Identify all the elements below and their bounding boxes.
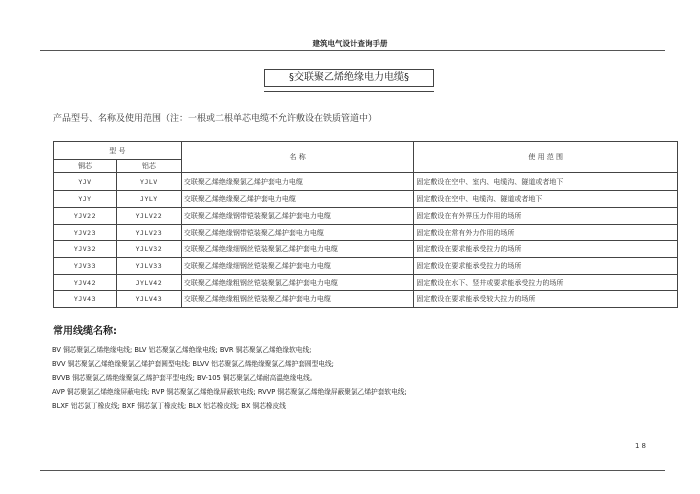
running-header: 建筑电气设计查询手册	[312, 39, 388, 48]
table-row	[54, 173, 678, 191]
aluminum-model-cell: YJLV22	[116, 208, 181, 225]
cable-line: BVV 铜芯聚氯乙烯绝缘聚氯乙烯护套圆型电线; BLVV 铝芯聚氯乙烯绝缘聚氯乙烯护套圆型电线;	[52, 360, 334, 368]
section-title: 常用线缆名称:	[53, 326, 117, 337]
cable-name-cell: 交联聚乙烯绝缘聚乙烯护套电力电缆	[181, 191, 414, 208]
usage-header: 使 用 范 围	[414, 142, 678, 173]
aluminum-model-cell: YJLV	[116, 173, 181, 191]
footer-rule	[40, 470, 665, 471]
cable-name-cell: 交联聚乙烯绝缘细钢丝铠装聚乙烯护套电力电缆	[181, 258, 414, 275]
aluminum-model-cell: JYLV42	[116, 275, 181, 291]
page-number: 18	[635, 442, 648, 450]
aluminum-model-cell: JYLY	[116, 191, 181, 208]
cable-name-cell: 交联聚乙烯绝缘粗钢丝铠装聚氯乙烯护套电力电缆	[181, 275, 414, 291]
cable-line: BVVB 铜芯聚氯乙烯绝缘聚氯乙烯护套平型电线; BV-105 铜芯聚氯乙烯耐高温绝缘电线。	[52, 374, 317, 382]
aluminum-model-cell: YJLV33	[116, 258, 181, 275]
usage-cell: 固定敷设在有外界压力作用的场所	[414, 208, 678, 225]
cable-name-cell: 交联聚乙烯绝缘细钢丝铠装聚氯乙烯护套电力电缆	[181, 241, 414, 258]
cable-name-cell: 交联聚乙烯绝缘钢带铠装聚乙烯护套电力电缆	[181, 225, 414, 241]
table-row	[54, 258, 678, 275]
copper-model-cell: YJV22	[54, 208, 117, 225]
title-underline	[264, 91, 434, 92]
table-row	[54, 225, 678, 241]
usage-cell: 固定敷设在常有外力作用的场所	[414, 225, 678, 241]
aluminum-header: 铝芯	[116, 160, 181, 173]
cable-name-cell: 交联聚乙烯绝缘聚氯乙烯护套电力电缆	[181, 173, 414, 191]
cable-name-cell: 交联聚乙烯绝缘粗钢丝铠装聚乙烯护套电力电缆	[181, 291, 414, 308]
cable-name-cell: 交联聚乙烯绝缘钢带铠装聚氯乙烯护套电力电缆	[181, 208, 414, 225]
copper-model-cell: YJV23	[54, 225, 117, 241]
usage-cell: 固定敷设在要求能承受拉力的场所	[414, 241, 678, 258]
page-title: §交联聚乙烯绝缘电力电缆§	[264, 69, 434, 87]
copper-model-cell: YJV43	[54, 291, 117, 308]
cable-spec-table	[53, 141, 678, 308]
aluminum-model-cell: YJLV32	[116, 241, 181, 258]
subtitle: 产品型号、名称及使用范围（注：一根或二根单芯电缆不允许敷设在铁质管道中）	[53, 114, 378, 124]
usage-cell: 固定敷设在空中、电缆沟、隧道或者地下	[414, 191, 678, 208]
copper-model-cell: YJV33	[54, 258, 117, 275]
copper-model-cell: YJY	[54, 191, 117, 208]
table-row	[54, 241, 678, 258]
aluminum-model-cell: YJLV43	[116, 291, 181, 308]
usage-cell: 固定敷设在要求能承受拉力的场所	[414, 258, 678, 275]
copper-model-cell: YJV	[54, 173, 117, 191]
table-row	[54, 208, 678, 225]
copper-model-cell: YJV32	[54, 241, 117, 258]
name-header: 名 称	[181, 142, 414, 173]
table-row	[54, 275, 678, 291]
table-row	[54, 291, 678, 308]
usage-cell: 固定敷设在空中、室内、电缆沟、隧道或者地下	[414, 173, 678, 191]
table-row	[54, 191, 678, 208]
cable-line: BLXF 铝芯氯丁橡皮线; BXF 铜芯氯丁橡皮线; BLX 铝芯橡皮线; BX 铜芯橡皮线	[52, 402, 286, 410]
cable-line: BV 铜芯聚氯乙烯绝缘电线; BLV 铝芯聚氯乙烯绝缘电线; BVR 铜芯聚氯乙烯绝缘软电线;	[52, 346, 312, 354]
usage-cell: 固定敷设在要求能承受较大拉力的场所	[414, 291, 678, 308]
aluminum-model-cell: YJLV23	[116, 225, 181, 241]
header-rule	[40, 50, 665, 51]
copper-model-cell: YJV42	[54, 275, 117, 291]
copper-header: 铜芯	[54, 160, 117, 173]
usage-cell: 固定敷设在水下、竖井或要求能承受拉力的场所	[414, 275, 678, 291]
cable-name-list	[52, 343, 407, 413]
type-header: 型 号	[54, 142, 182, 160]
cable-line: AVP 铜芯聚氯乙烯绝缘屏蔽电线; RVP 铜芯聚氯乙烯绝缘屏蔽软电线; RVVP 铜芯聚氯乙烯绝缘屏蔽聚氯乙烯护套软电线;	[52, 388, 407, 396]
